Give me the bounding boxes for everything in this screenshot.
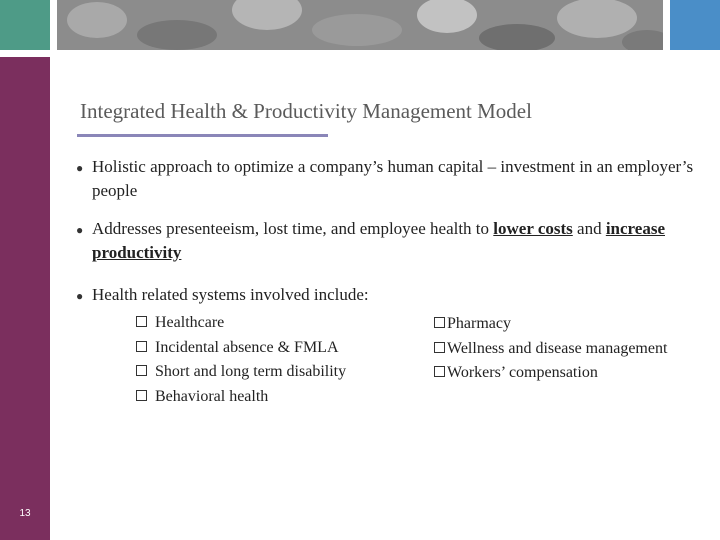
- list-item: Workers’ compensation: [434, 361, 667, 386]
- checkbox-icon: [136, 390, 147, 401]
- list-item: Wellness and disease management: [434, 337, 667, 362]
- decorative-banner-image: [57, 0, 663, 50]
- systems-list-right: [434, 312, 667, 386]
- list-item: Pharmacy: [434, 312, 667, 337]
- checkbox-icon: [434, 317, 445, 328]
- slide-title: Integrated Health & Productivity Management Model: [80, 99, 532, 123]
- corner-block-blue: [670, 0, 720, 50]
- checkbox-icon: [136, 316, 147, 327]
- bullet-text-2: Addresses presenteeism, lost time, and employee health to lower costs and increase productivity: [92, 219, 665, 262]
- sidebar-bar: [0, 57, 50, 540]
- list-item: Short and long term disability: [136, 360, 346, 385]
- list-item: Healthcare: [136, 311, 346, 336]
- list-item: Incidental absence & FMLA: [136, 336, 346, 361]
- checkbox-icon: [136, 341, 147, 352]
- bullet-text-3: Health related systems involved include:: [92, 285, 369, 304]
- title-underline: [77, 134, 328, 137]
- list-item: Behavioral health: [136, 385, 346, 410]
- bullet-dot: ●: [76, 289, 84, 303]
- checkbox-icon: [434, 366, 445, 377]
- emphasis-lower-costs: lower costs: [493, 219, 573, 238]
- checkbox-icon: [434, 342, 445, 353]
- bullet-dot: ●: [76, 161, 84, 175]
- systems-list-left: [136, 311, 346, 409]
- bullet-dot: ●: [76, 223, 84, 237]
- bullet-text-1: Holistic approach to optimize a company’s human capital – investment in an employer’s people: [92, 157, 694, 200]
- divider-line: [0, 50, 720, 57]
- corner-block-teal: [0, 0, 50, 50]
- checkbox-icon: [136, 365, 147, 376]
- page-number: 13: [19, 508, 31, 519]
- emphasis-increase-productivity: increase productivity: [92, 219, 665, 262]
